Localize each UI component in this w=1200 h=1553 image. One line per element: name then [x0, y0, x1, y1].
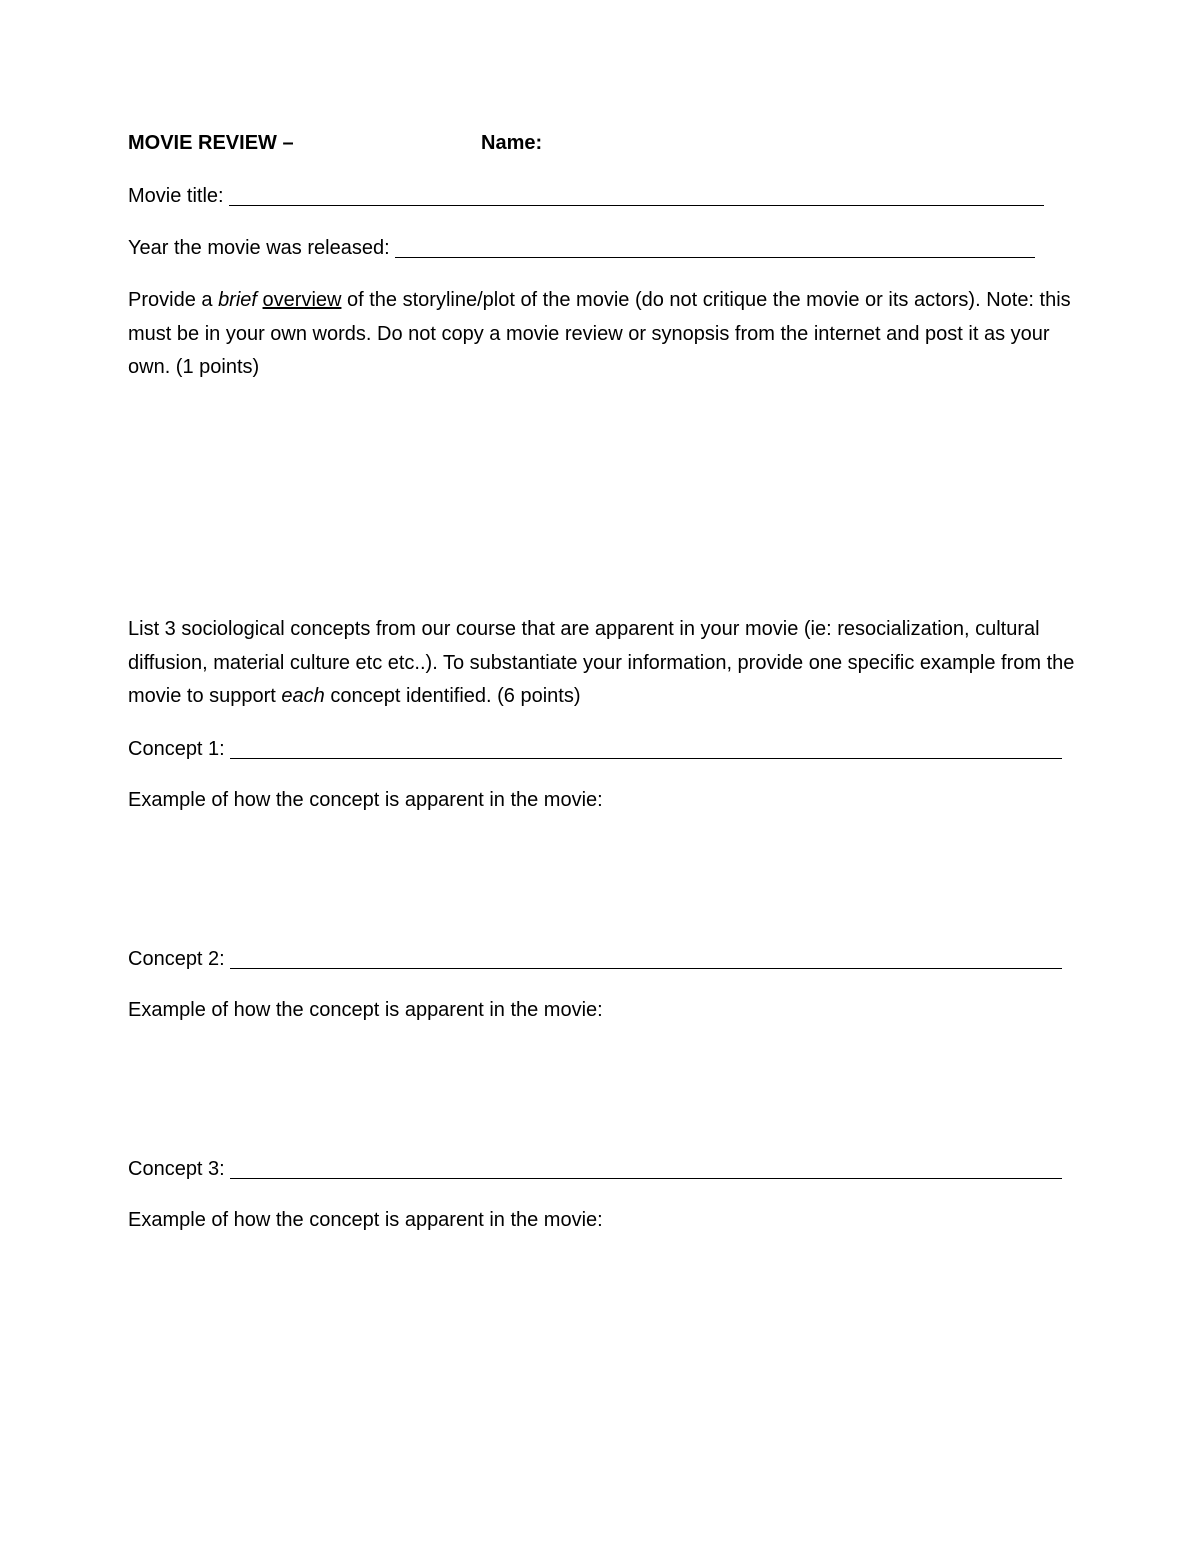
concept-3-label: Concept 3:	[128, 1158, 225, 1180]
overview-brief: brief	[218, 289, 257, 311]
year-row	[128, 231, 1035, 265]
page-title: MOVIE REVIEW –	[128, 132, 294, 154]
concepts-part2: concept identified. (6 points)	[324, 685, 581, 707]
concept-1-example-label: Example of how the concept is apparent in the movie:	[128, 789, 603, 811]
concept-1-blank[interactable]	[230, 736, 1062, 759]
concept-1-row	[128, 732, 1062, 766]
overview-rest: of the storyline/plot of the movie (do not critique the movie or its actors). Note: this must be in your own words. Do not copy a movie review or synopsis from the internet and post it as your own. (1 points)	[128, 289, 1071, 378]
concept-2-blank[interactable]	[230, 946, 1062, 969]
movie-title-row	[128, 179, 1044, 213]
concepts-each: each	[281, 685, 325, 707]
overview-prefix: Provide a	[128, 289, 219, 311]
concept-1-label: Concept 1:	[128, 738, 225, 760]
concept-3-row	[128, 1152, 1062, 1186]
concept-2-label: Concept 2:	[128, 948, 225, 970]
concept-3-blank[interactable]	[230, 1156, 1062, 1179]
year-label: Year the movie was released:	[128, 237, 390, 259]
concept-2-example-label: Example of how the concept is apparent in the movie:	[128, 999, 603, 1021]
concepts-part1: List 3 sociological concepts from our course that are apparent in your movie (ie: resocialization, cultural diffusion, material culture etc etc..). To substantiate your information, provide one specific example from the movie to support	[128, 618, 1075, 707]
name-label: Name:	[481, 132, 543, 154]
movie-title-label: Movie title:	[128, 185, 224, 207]
concept-2-row	[128, 942, 1062, 976]
concept-3-example-label: Example of how the concept is apparent in the movie:	[128, 1209, 603, 1231]
overview-instructions	[128, 284, 1078, 385]
overview-word: overview	[262, 289, 342, 311]
year-blank[interactable]	[395, 235, 1035, 258]
concepts-instructions	[128, 613, 1088, 714]
movie-title-blank[interactable]	[229, 183, 1044, 206]
